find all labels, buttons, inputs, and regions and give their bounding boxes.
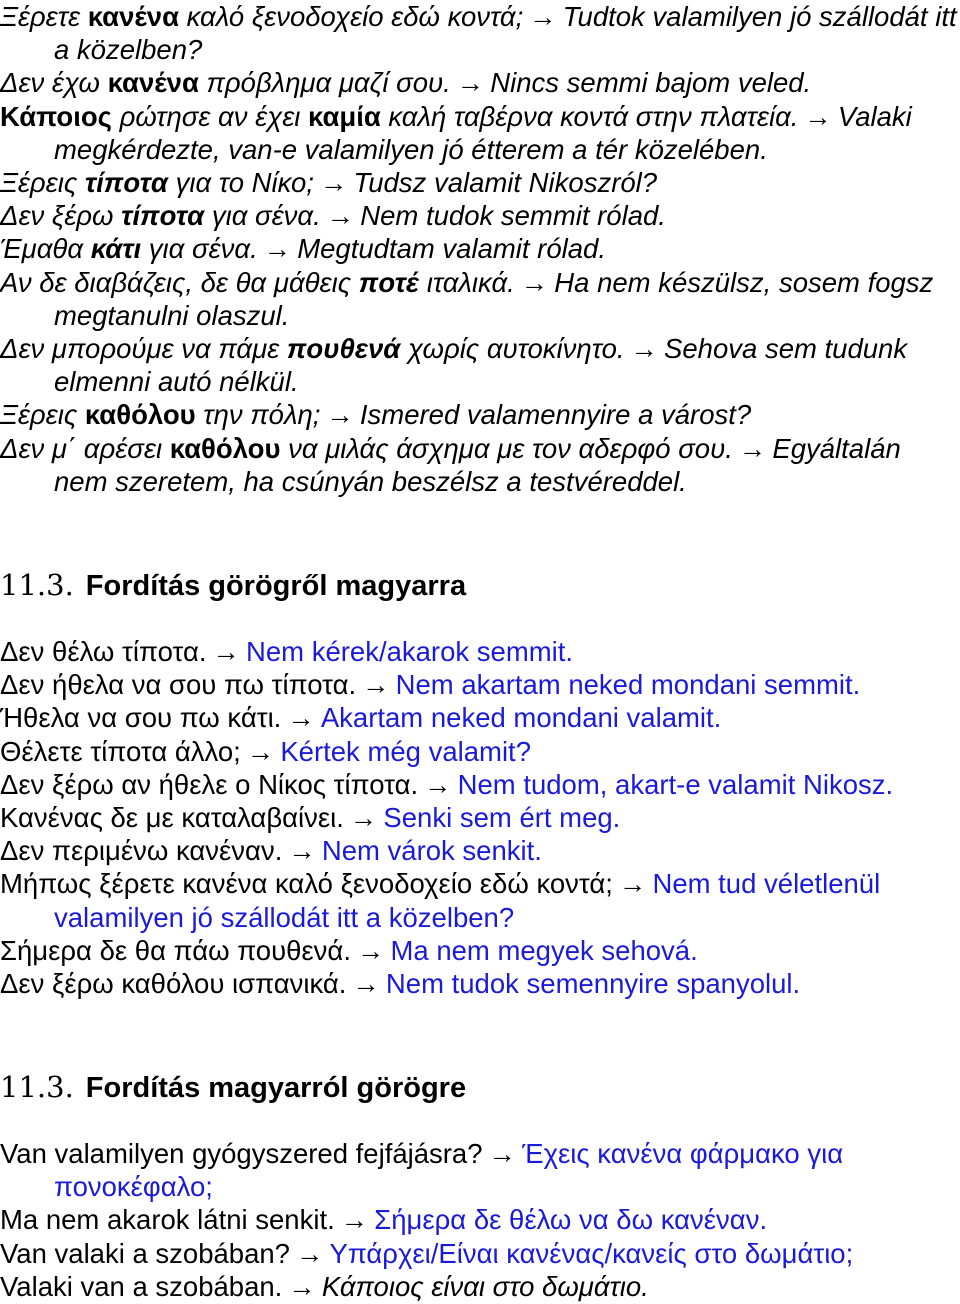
translation-text: Nem tudom, akart-e valamit Nikosz. bbox=[457, 768, 894, 800]
sentence-text: κάτι bbox=[90, 233, 142, 265]
sentence-text: κανένα bbox=[87, 1, 179, 32]
sentence-text: Nem tudok semmit rólad. bbox=[360, 200, 666, 232]
sentence-pair bbox=[0, 232, 960, 265]
sentence-text: ποτέ bbox=[358, 266, 420, 298]
sentence-text: να μιλάς άσχημα με τον αδερφό σου. bbox=[280, 432, 733, 464]
arrow-icon: → bbox=[340, 1204, 369, 1236]
sentence-pair bbox=[0, 398, 960, 431]
arrow-icon: → bbox=[319, 167, 348, 199]
sentence-text: Δεν μπορούμε να πάμε bbox=[0, 333, 287, 365]
sentence-pair bbox=[0, 735, 960, 768]
translation-text: Nem akartam neked mondani semmit. bbox=[395, 669, 861, 701]
arrow-icon: → bbox=[618, 868, 647, 900]
sentence-text: για σένα. bbox=[204, 200, 321, 232]
sentence-text: ιταλικά. bbox=[419, 266, 515, 298]
sentence-pair bbox=[0, 635, 960, 668]
sentence-pair bbox=[0, 1137, 960, 1203]
arrow-icon: → bbox=[246, 735, 275, 767]
sentence-text: Ξέρεις bbox=[0, 167, 85, 199]
sentence-text: Θέλετε τίποτα άλλο; bbox=[0, 735, 241, 767]
sentence-text: καθόλου bbox=[84, 399, 196, 431]
arrow-icon: → bbox=[326, 399, 354, 431]
sentence-text: για το Νίκο; bbox=[167, 167, 314, 199]
sentence-pair bbox=[0, 701, 960, 734]
sentence-text: Δεν ξέρω bbox=[0, 200, 122, 232]
arrow-icon: → bbox=[804, 100, 832, 132]
translation-text: Nem tud véletlenül valamilyen jó szállodát itt a közelben? bbox=[54, 868, 881, 933]
sentence-text: Μήπως ξέρετε κανένα καλό ξενοδοχείο εδώ κοντά; bbox=[0, 868, 613, 900]
sentence-text: Valaki van a szobában. bbox=[0, 1270, 283, 1302]
arrow-icon: → bbox=[738, 432, 767, 464]
arrow-icon: → bbox=[630, 333, 659, 365]
sentence-text: τίποτα bbox=[121, 200, 205, 232]
sentence-text: Van valaki a szobában? bbox=[0, 1237, 290, 1269]
sentence-text: Nincs semmi bajom veled. bbox=[490, 67, 812, 99]
arrow-icon: → bbox=[362, 669, 390, 701]
arrow-icon: → bbox=[529, 1, 557, 32]
section-title: Fordítás görögről magyarra bbox=[85, 570, 467, 602]
arrow-icon: → bbox=[212, 636, 240, 667]
translation-text: Ma nem megyek sehová. bbox=[390, 934, 698, 966]
sentence-text: Δεν ήθελα να σου πω τίποτα. bbox=[0, 669, 357, 701]
sentence-pair bbox=[0, 834, 960, 867]
sentence-pair bbox=[0, 1237, 960, 1270]
arrow-icon: → bbox=[326, 200, 355, 232]
arrow-icon: → bbox=[488, 1138, 517, 1169]
sentence-pair bbox=[0, 432, 960, 498]
sentence-text: καθόλου bbox=[169, 432, 281, 464]
arrow-icon: → bbox=[520, 266, 549, 298]
sentence-pair bbox=[0, 66, 960, 99]
section-heading-hungarian-to-greek bbox=[0, 1070, 466, 1105]
sentence-text: καλή ταβέρνα κοντά στην πλατεία. bbox=[380, 100, 799, 132]
arrow-icon: → bbox=[424, 768, 452, 800]
sentence-text: Σήμερα δε θα πάω πουθενά. bbox=[0, 934, 351, 966]
sentence-text: καμία bbox=[308, 100, 381, 132]
example-sentences-list bbox=[0, 0, 960, 498]
sentence-pair bbox=[0, 768, 960, 801]
sentence-text: Δεν θέλω τίποτα. bbox=[0, 636, 207, 667]
sentence-pair bbox=[0, 332, 960, 398]
translation-text: Senki sem ért meg. bbox=[383, 802, 621, 834]
sentence-text: Ξέρεις bbox=[0, 399, 85, 431]
arrow-icon: → bbox=[263, 233, 292, 265]
sentence-pair bbox=[0, 934, 960, 967]
translation-text: Akartam neked mondani valamit. bbox=[320, 702, 722, 734]
arrow-icon: → bbox=[456, 67, 485, 99]
sentence-text: Δεν έχω bbox=[0, 67, 108, 99]
sentence-text: Egyáltalán nem szeretem, ha csúnyán beszélsz a testvéreddel. bbox=[54, 432, 901, 497]
hungarian-to-greek-list bbox=[0, 1137, 960, 1303]
sentence-text: Δεν μ΄ αρέσει bbox=[0, 432, 170, 464]
sentence-text: Κανένας δε με καταλαβαίνει. bbox=[0, 802, 344, 834]
sentence-text: Έμαθα bbox=[0, 233, 91, 265]
section-title: Fordítás magyarról görögre bbox=[85, 1072, 467, 1104]
arrow-icon: → bbox=[295, 1237, 324, 1269]
sentence-text: Αν δε διαβάζεις, δε θα μάθεις bbox=[0, 266, 359, 298]
sentence-text: Ha nem készülsz, sosem fogsz megtanulni olaszul. bbox=[54, 266, 934, 331]
sentence-text: χωρίς αυτοκίνητο. bbox=[400, 333, 625, 365]
sentence-text: κανένα bbox=[107, 67, 199, 99]
sentence-text: Tudtok valamilyen jó szállodát itt a közelben? bbox=[54, 1, 957, 66]
sentence-text: Ξέρετε bbox=[0, 1, 88, 32]
sentence-pair bbox=[0, 668, 960, 701]
sentence-text: Κάποιος είναι στο δωμάτιο. bbox=[321, 1270, 649, 1302]
sentence-pair bbox=[0, 967, 960, 1000]
translation-text: Υπάρχει/Είναι κανένας/κανείς στο δωμάτιο; bbox=[329, 1237, 854, 1269]
sentence-text: Δεν περιμένω κανέναν. bbox=[0, 835, 283, 867]
sentence-text: Δεν ξέρω καθόλου ισπανικά. bbox=[0, 968, 347, 1000]
section-number: 11.3. bbox=[0, 568, 74, 602]
translation-text: Έχεις κανένα φάρμακο για πονοκέφαλο; bbox=[54, 1138, 844, 1203]
sentence-pair bbox=[0, 266, 960, 332]
sentence-pair bbox=[0, 100, 960, 166]
sentence-text: καλό ξενοδοχείο εδώ κοντά; bbox=[179, 1, 524, 32]
sentence-text: πρόβλημα μαζί σου. bbox=[198, 67, 451, 99]
sentence-pair bbox=[0, 801, 960, 834]
arrow-icon: → bbox=[352, 968, 380, 1000]
sentence-pair bbox=[0, 199, 960, 232]
sentence-text: Valaki megkérdezte, van-e valamilyen jó étterem a tér közelében. bbox=[54, 100, 912, 165]
translation-text: Kértek még valamit? bbox=[280, 735, 531, 767]
sentence-text: Van valamilyen gyógyszered fejfájásra? bbox=[0, 1138, 483, 1169]
sentence-text: Tudsz valamit Nikoszról? bbox=[353, 167, 658, 199]
sentence-text: Ma nem akarok látni senkit. bbox=[0, 1204, 335, 1236]
sentence-text: την πόλη; bbox=[195, 399, 321, 431]
sentence-text: Sehova sem tudunk elmenni autó nélkül. bbox=[54, 333, 908, 398]
sentence-pair bbox=[0, 867, 960, 933]
sentence-text: ρώτησε αν έχει bbox=[111, 100, 309, 132]
arrow-icon: → bbox=[288, 835, 316, 867]
section-heading-greek-to-hungarian bbox=[0, 568, 466, 603]
translation-text: Σήμερα δε θέλω να δω κανέναν. bbox=[374, 1204, 768, 1236]
sentence-pair bbox=[0, 0, 960, 66]
arrow-icon: → bbox=[349, 802, 378, 834]
sentence-text: Megtudtam valamit rólad. bbox=[297, 233, 606, 265]
translation-text: Nem kérek/akarok semmit. bbox=[246, 636, 574, 667]
sentence-text: Ismered valamennyire a várost? bbox=[359, 399, 752, 431]
arrow-icon: → bbox=[288, 1270, 316, 1302]
arrow-icon: → bbox=[287, 702, 315, 734]
sentence-text: τίποτα bbox=[84, 167, 168, 199]
sentence-pair bbox=[0, 166, 960, 199]
arrow-icon: → bbox=[356, 934, 385, 966]
sentence-text: για σένα. bbox=[141, 233, 258, 265]
sentence-text: Ήθελα να σου πω κάτι. bbox=[0, 702, 282, 734]
sentence-pair bbox=[0, 1270, 960, 1303]
translation-text: Nem tudok semennyire spanyolul. bbox=[385, 968, 801, 1000]
sentence-text: πουθενά bbox=[286, 333, 401, 365]
greek-to-hungarian-list bbox=[0, 635, 960, 1000]
section-number: 11.3. bbox=[0, 1070, 74, 1104]
sentence-pair bbox=[0, 1203, 960, 1236]
sentence-text: Δεν ξέρω αν ήθελε ο Νίκος τίποτα. bbox=[0, 768, 419, 800]
translation-text: Nem várok senkit. bbox=[321, 835, 542, 867]
sentence-text: Κάποιος bbox=[0, 100, 112, 132]
